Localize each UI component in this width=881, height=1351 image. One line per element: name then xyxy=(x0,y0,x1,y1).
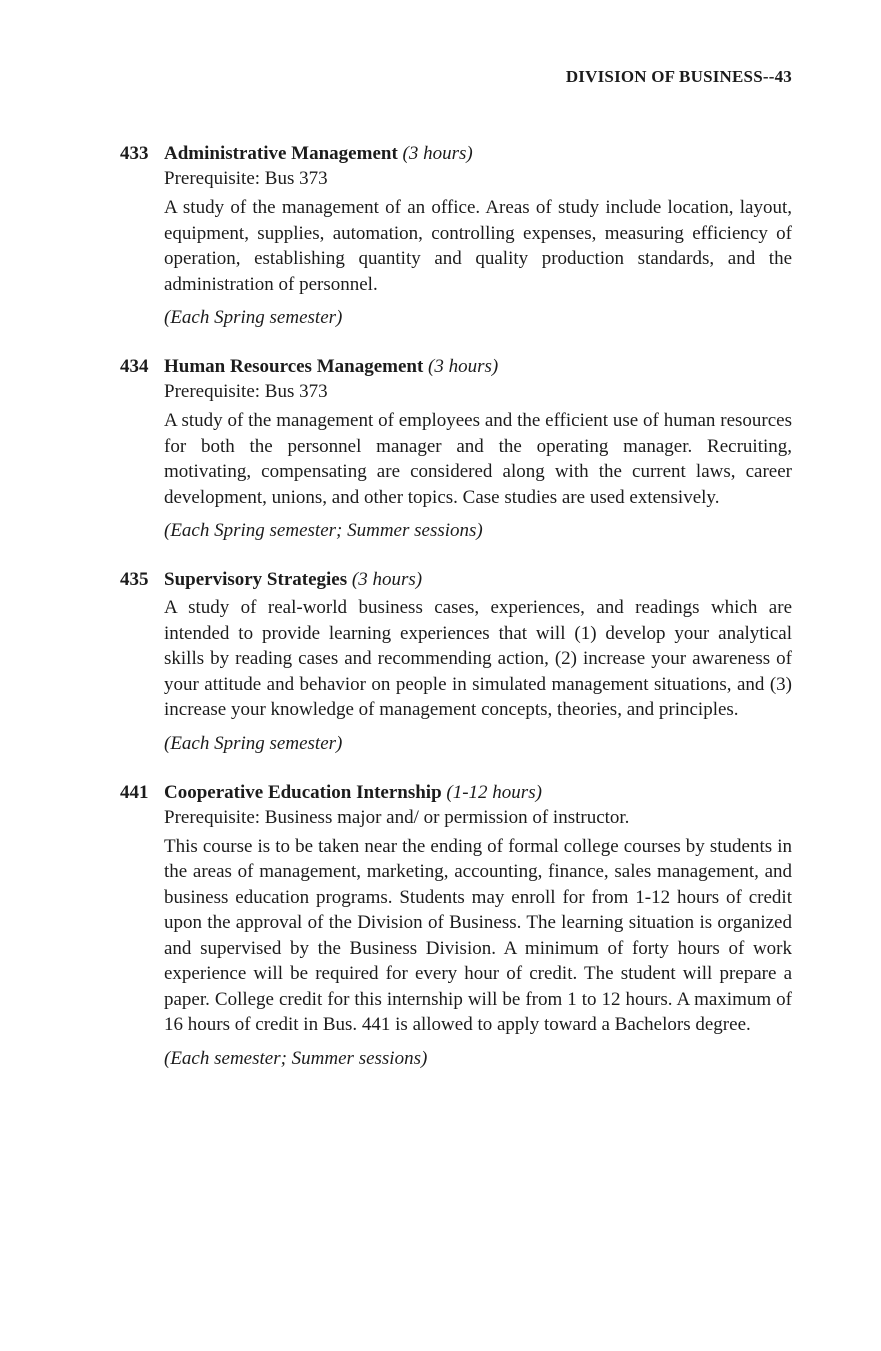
course-heading xyxy=(120,568,792,592)
page-header: DIVISION OF BUSINESS--43 xyxy=(565,67,792,86)
course-description: A study of the management of employees and the efficient use of human resources for both the personnel manager and the operating manager. Recruiting, motivating, compensating are considered along with the current laws, career development, unions, and other topics. Case studies are used extensively. xyxy=(164,410,792,508)
course-title: Cooperative Education Internship xyxy=(164,781,442,803)
course-number: 434 xyxy=(120,356,149,377)
course-body xyxy=(164,166,792,331)
course-hours: (3 hours) xyxy=(402,143,473,164)
course-title: Human Resources Management xyxy=(164,356,424,377)
course-description: This course is to be taken near the ending of formal college courses by students in the areas of management, marketing, accounting, finance, sales management, and business education programs. Students may enroll for from 1-12 hours of credit upon the approval of the Division of Business. The learning situation is organized and supervised by the Business Division. A minimum of forty hours of work experience will be required for every hour of credit. The student will prepare a paper. College credit for this internship will be from 1 to 12 hours. A maximum of 16 hours of credit in Bus. 441 is allowed to apply toward a Bachelors degree. xyxy=(164,835,792,1035)
course-hours: (3 hours) xyxy=(351,569,423,590)
course-offered: (Each Spring semester) xyxy=(164,307,343,328)
course-prerequisite: Prerequisite: Bus 373 xyxy=(164,381,328,402)
course-hours: (3 hours) xyxy=(428,356,499,377)
course-hours: (1-12 hours) xyxy=(446,781,542,803)
course-heading xyxy=(120,142,792,166)
course-offered: (Each semester; Summer sessions) xyxy=(164,1047,428,1069)
course-heading xyxy=(120,781,792,805)
course-433 xyxy=(120,142,792,331)
course-body xyxy=(164,595,792,757)
course-heading xyxy=(120,355,792,379)
course-description: A study of the management of an office. Areas of study include location, layout, equipment, supplies, automation, controlling expenses, measuring efficiency of operation, establishing quantity and quality production standards, and the administration of personnel. xyxy=(164,197,792,295)
course-number: 441 xyxy=(120,781,149,803)
course-list xyxy=(120,142,792,1096)
course-offered: (Each Spring semester) xyxy=(164,732,343,754)
course-offered: (Each Spring semester; Summer sessions) xyxy=(164,520,483,541)
course-prerequisite: Prerequisite: Business major and/ or permission of instructor. xyxy=(164,806,630,828)
course-title: Administrative Management xyxy=(164,143,398,164)
course-body xyxy=(164,379,792,544)
course-434 xyxy=(120,355,792,544)
course-number: 435 xyxy=(120,569,149,590)
course-description: A study of real-world business cases, experiences, and readings which are intended to provide learning experiences that will (1) develop your analytical skills by reading cases and recommending action, (2) increase your awareness of your attitude and behavior on people in simulated management situations, and (3) increase your knowledge of management concepts, theories, and principles. xyxy=(164,597,792,720)
course-title: Supervisory Strategies xyxy=(164,569,348,590)
course-435 xyxy=(120,568,792,757)
course-prerequisite: Prerequisite: Bus 373 xyxy=(164,168,328,189)
course-number: 433 xyxy=(120,143,149,164)
course-body xyxy=(164,805,792,1072)
course-441 xyxy=(120,781,792,1072)
